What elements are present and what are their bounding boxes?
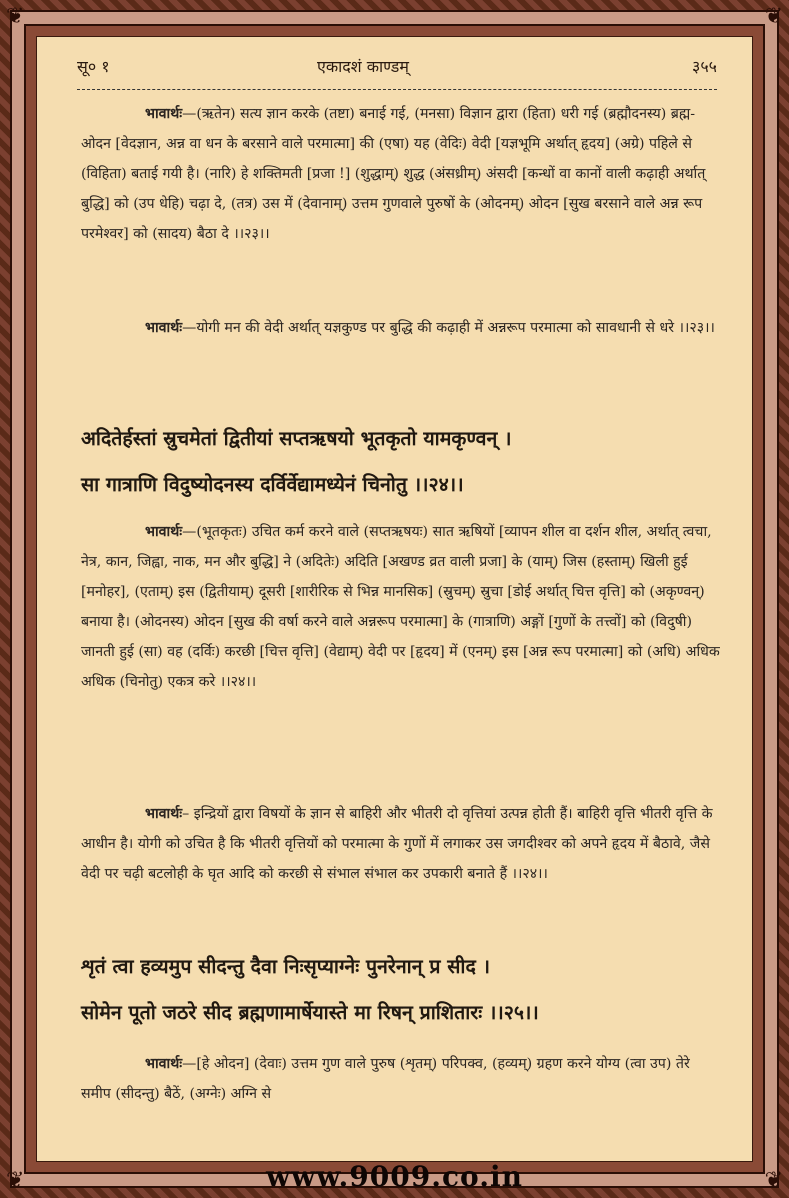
corner-ornament-icon: ❦: [6, 4, 25, 29]
mantra-24-line-2: सा गात्राणि विदुष्योदनस्य दर्विर्वेद्यामध्येनं चिनोतु ।।२४।।: [81, 473, 464, 496]
mantra-25-line-2: सोमेन पूतो जठरे सीद ब्रह्मणामार्षेयास्ते मा रिषन् प्राशितारः ।।२५।।: [81, 1001, 539, 1024]
bhavarth-paragraph-1: भावार्थः—(ऋतेन) सत्य ज्ञान करके (तष्टा) बनाई गई, (मनसा) विज्ञान द्वारा (हिता) धरी गई (ब्रह्मौदनस्य) ब्रह्म-ओदन [वेदज्ञान, अन्न वा धन के बरसाने वाले परमात्मा] की (एषा) यह (वेदिः) वेदी [यज्ञभूमि अर्थात् हृदय] (अग्रे) पहिले से (विहिता) बताई गयी है। (नारि) हे शक्तिमती [प्रजा !] (शुद्धाम्) शुद्ध (अंसध्रीम्) अंसदी [कन्धों वा कानों वाली कढ़ाही अर्थात् बुद्धि] को (उप धेहि) चढ़ा दे, (तत्र) उस में (देवानाम्) उत्तम गुणवाले पुरुषों के (ओदनम्) ओदन [सुख बरसाने वाले अन्न रूप परमेश्वर] को (सादय) बैठा दे ।।२३।।: [81, 106, 706, 242]
bhavarth-paragraph-2: भावार्थः—योगी मन की वेदी अर्थात् यज्ञकुण्ड पर बुद्धि की कढ़ाही में अन्नरूप परमात्मा को सावधानी से धरे ।।२३।।: [145, 320, 715, 336]
bhavarth-paragraph-3: भावार्थः—(भूतकृतः) उचित कर्म करने वाले (सप्तऋषयः) सात ऋषियों [व्यापन शील वा दर्शन शील, अर्थात् त्वचा, नेत्र, कान, जिह्वा, नाक, मन और बुद्धि] ने (अदितेः) अदिति [अखण्ड व्रत वाली प्रजा] के (याम्) जिस (हस्ताम्) खिली हुई [मनोहर], (एताम्) इस (द्वितीयाम्) दूसरी [शारीरिक से भिन्न मानसिक] (स्रुचम्) स्रुचा [डोई अर्थात् चित्त वृत्ति] को (अकृण्वन्) बनाया है। (ओदनस्य) ओदन [सुख की वर्षा करने वाले अन्नरूप परमात्मा] के (गात्राणि) अङ्गों [गुणों के तत्त्वों] को (विदुषी) जानती हुई (सा) वह (दर्विः) करछी [चित्त वृत्ति] (वेद्याम्) वेदी पर [हृदय] में (एनम्) इस [अन्न रूप परमात्मा] को (अधि) अधिक अधिक (चिनोतु) एकत्र करे ।।२४।।: [81, 524, 720, 690]
site-watermark: www.9009.co.in: [266, 1160, 523, 1193]
bhavarth-paragraph-5: भावार्थः—[हे ओदन] (देवाः) उत्तम गुण वाले पुरुष (शृतम्) परिपक्व, (हव्यम्) ग्रहण करने योग्य (त्वा उप) तेरे समीप (सीदन्तु) बैठें, (अग्नेः) अग्नि से: [81, 1056, 690, 1102]
sukta-number: सू० १: [77, 57, 110, 76]
header-divider: [77, 89, 717, 90]
kanda-title: एकादशं काण्डम्: [317, 57, 409, 76]
corner-ornament-icon: ❦: [764, 1168, 783, 1193]
document-page: [36, 36, 753, 1162]
mantra-24-line-1: अदितेर्हस्तां स्रुचमेतां द्वितीयां सप्तऋषयो भूतकृतो यामकृण्वन् ।: [81, 427, 512, 450]
page-header: [77, 55, 717, 79]
page-number: ३५५: [692, 57, 717, 76]
corner-ornament-icon: ❦: [6, 1168, 25, 1193]
corner-ornament-icon: ❦: [764, 4, 783, 29]
bhavarth-paragraph-4: भावार्थः– इन्द्रियों द्वारा विषयों के ज्ञान से बाहिरी और भीतरी दो वृत्तियां उत्पन्न होती हैं। बाहिरी वृत्ति भीतरी वृत्ति के आधीन है। योगी को उचित है कि भीतरी वृत्तियों को परमात्मा के गुणों में लगाकर उस जगदीश्वर को अपने हृदय में बैठावे, जैसे वेदी पर चढ़ी बटलोही के घृत आदि को करछी से संभाल संभाल कर उपकारी बनाते हैं ।।२४।।: [81, 806, 713, 882]
mantra-25-line-1: शृतं त्वा हव्यमुप सीदन्तु दैवा निःसृप्याग्नेः पुनरेनान् प्र सीद ।: [81, 955, 490, 978]
